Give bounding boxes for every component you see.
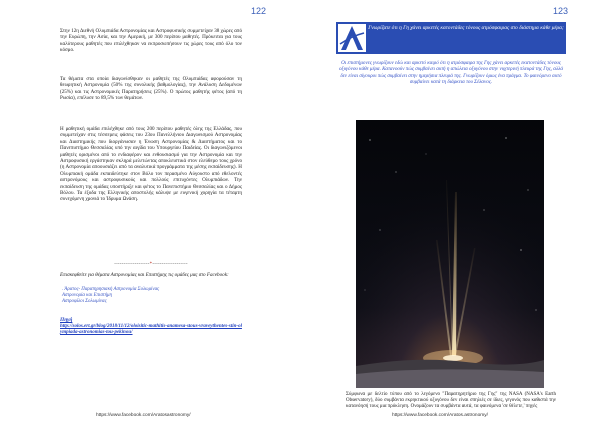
facebook-intro: Επισκεφθείτε για θέματα Αστρονομίας και Επιστήμης τις ομάδες μας στο Facebook: — [60, 272, 229, 278]
article-intro: Οι επιστήμονες γνωρίζουν εδώ και αρκετό καιρό ότι η ατμόσφαιρα της Γης χάνει αρκετές εκατοντάδες τόνους οξυγόνου κάθε μέρα. Κατανοούν πώς συμβαίνει αυτή η απώλεια οξυγόνου στην νυχτερινή πλευρά της Γης, αλλά δεν είναι σίγουροι πώς συμβαίνει στην ημερήσια πλευρά της. Γνωρίζουν όμως ένα πράγμα. Το φαινόμενο αυτό συμβαίνει κατά τη διάρκεια του Σέλανος. — [338, 60, 564, 86]
aratos-logo-icon — [338, 24, 366, 52]
footer-url-left[interactable]: https://www.facebook.com/Aratosastronomy/ — [96, 413, 191, 418]
article-paragraph-1: Στην 12η Διεθνή Ολυμπιάδα Αστρονομίας και Αστροφυσικής συμμετείχαν 38 χώρες από την Ευρώπη, την Ασία, και την Αμερική, με 300 περίπου μαθητές. Πρόκειται για τους καλύτερους μαθητές που επιλέχθηκαν να εκπροσωπήσουν τις χώρες τους από όλο τον κόσμο. — [60, 28, 242, 54]
facebook-group-list — [62, 287, 242, 306]
photo-caption: Σύμφωνα με δελτίο τύπου από το λεγόμενο "Παρατηρητήριο της Γης" της NASA (NASA's Earth Observatory), δύο συμβάντα εκρηκτικού οξυγόνου δεν είναι σπηλιές σε ίδιες, γεγονός που καθιστά την κατανόησή τους μια πρόκληση. Ονομάζουν τα συμβάντα αυτά, τα φαινόμενα 'σε θέλετε,' πηγές — [346, 392, 556, 409]
divider-star-icon: * — [149, 262, 153, 267]
night-sky-photo — [356, 120, 544, 388]
source-link[interactable]: http://solos.ert.gr/blog/2018/11/12/oloisitic-mathitis-anamesa-stous-vraveythentes-stin-olympiada-astronomias-tou-pekinou/ — [60, 324, 242, 336]
right-page — [300, 0, 600, 424]
banner-title: Γνωρίζατε ότι η Γη χάνει αρκετές κατοντάδες τόνους ατμόσφαιρας στο διάστημα κάθε μέρα; — [368, 25, 564, 31]
source-label: Πηγή — [60, 317, 73, 323]
divider-dashes-right: ------------------- — [152, 262, 188, 267]
divider-dashes-left: ------------------- — [114, 262, 150, 267]
section-divider — [60, 262, 242, 268]
footer-url-right[interactable]: https://www.facebook.com/Aratos.astronomy/ — [392, 413, 488, 418]
did-you-know-banner — [336, 22, 566, 54]
facebook-group-link-aratos[interactable]: . Άρατος- Παρατηρησιακή Αστρονομία Σολωμίνας — [62, 287, 160, 292]
article-paragraph-3: Η μαθητική ομάδα επιλέχθηκε από τους 200 περίπου μαθητές όλης της Ελλάδας, που συμμετείχαν στις τέσσερεις φάσεις του 23ου Πανελλήνιου Διαγωνισμού Αστρονομίας και Διαστημικής που διοργάνωσαν η Ένωση Αστρονομίας & Διαστήματος και το Πανεπιστήμιο Θεσσαλίας υπό την αιγίδα του Υπουργείου Παιδείας. Οι διαγωνιζόμενοι μαθητές ορισμένοι από το ενδιαφέρον και ενθουσιασμό για την Αστρονομία και την Αστροφυσική εργάστηκαν σκληρά μελετώντας αποκλειστικά στον ελεύθερο τους χρόνο (η Αστρονομία αποουσιάζει από τα αναλυτικά προγράμματα της μέσης εκπαίδευσης). Η Ολυμπιακή ομάδα εκπαιδεύτηκε στον Βόλο τον περασμένο Αύγουστο από εθελοντές αστρονόμους και αστροφυσικούς και πολλούς επιτυχόντες Ολυμπιάδων. Την εκπαίδευση της ομάδας υποστήριξε και φέτος το Πανεπιστήμιο Θεσσαλίας και ο Δήμος Βόλου. Τα έξοδα της Ελληνικής αποστολής κάλυψε με ευγενική χορηγία τα τέταρτη συνεχόμενη χρονιά το Ίδρυμα Ωνάση. — [60, 126, 242, 203]
page-number-left: 122 — [251, 6, 267, 16]
facebook-group-link-astrofiloi[interactable]: Αστροφίλοι Σολωμίνας — [62, 299, 107, 305]
facebook-group-link-astronomy-science[interactable]: Αστρονομία και Επιστήμη — [62, 293, 112, 299]
page-number-right: 123 — [553, 6, 569, 16]
article-paragraph-2: Τα θέματα στα οποία διαγωνίσθηκαν οι μαθητές της Ολυμπιάδας αφορούσαν τη θεωρητική Αστρονομία (50% της συνολικής βαθμολογίας), την Ανάλυση Δεδομένων (25%) και τις Αστρονομικές Παρατηρήσεις (25%). Ο πρώτος μαθητής φέτος (από τη Ρωσία), επέλυσε το 89,5% των θεμάτων. — [60, 76, 242, 102]
